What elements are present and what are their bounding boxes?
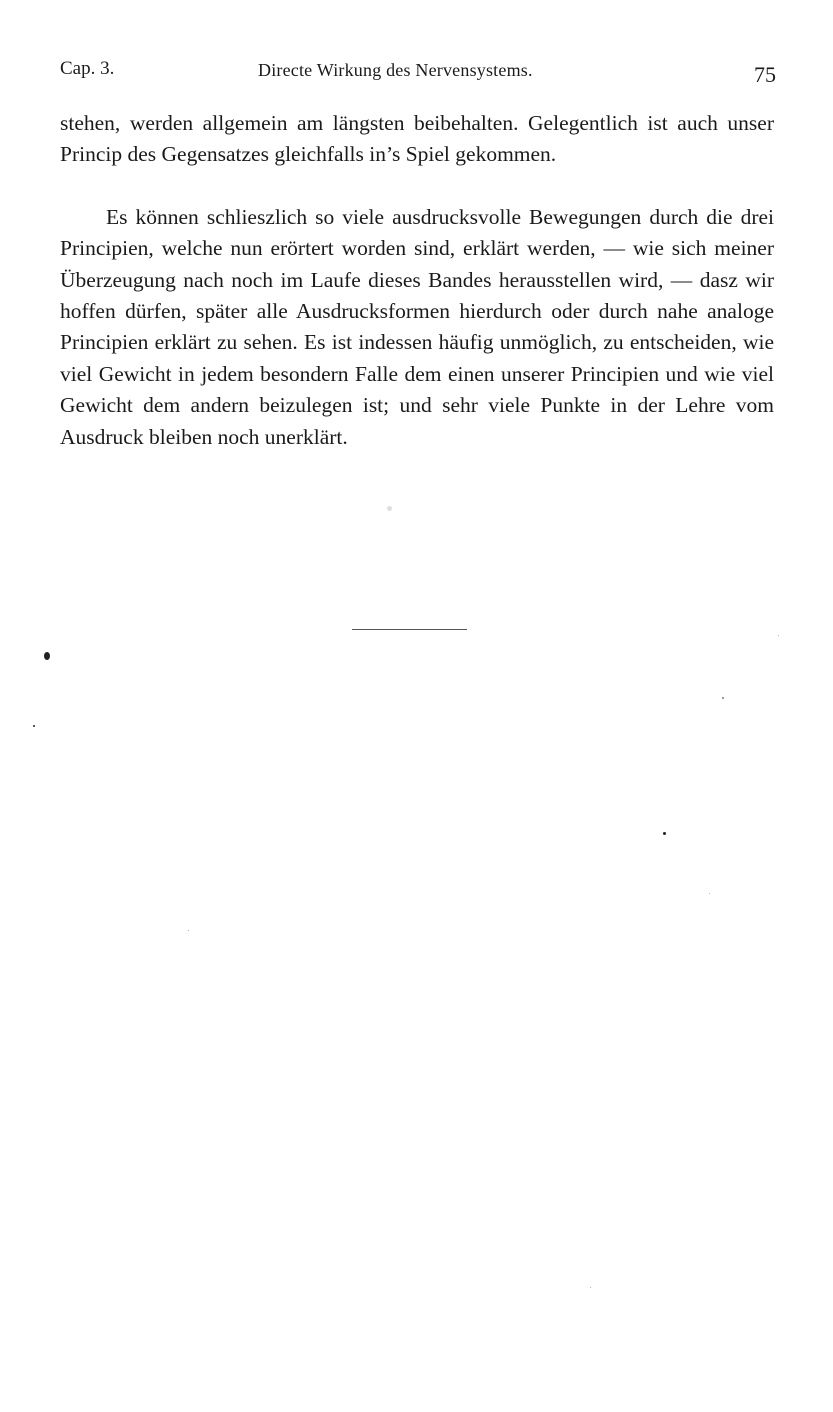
scan-speck xyxy=(778,635,779,636)
scan-speck xyxy=(709,893,710,894)
page-number: 75 xyxy=(754,62,776,87)
paragraph-continued: stehen, werden allgemein am längsten beibehalten. Gelegentlich ist auch unser Princip des Gegensatzes gleichfalls in’s Spiel gekommen. xyxy=(60,111,774,167)
paragraph-conclusion: Es können schlieszlich so viele ausdrucksvolle Bewegungen durch die drei Principien, welche nun erörtert worden sind, erklärt werden, — wie sich meiner Überzeugung nach noch im Laufe dieses Bandes herausstellen wird, — dasz wir hoffen dürfen, später alle Ausdrucksformen hierdurch oder durch nahe analoge Principien erklärt zu sehen. Es ist indessen häufig unmöglich, zu entscheiden, wie viel Gewicht in jedem besondern Falle dem einen unserer Principien und wie viel Gewicht dem andern beizulegen ist; und sehr viele Punkte in der Lehre vom Ausdruck bleiben noch unerklärt. xyxy=(60,204,774,449)
scan-speck xyxy=(44,652,50,660)
section-divider xyxy=(352,629,467,630)
chapter-label: Cap. 3. xyxy=(60,58,115,79)
scan-speck xyxy=(663,832,666,835)
scan-speck xyxy=(722,697,724,699)
scan-speck xyxy=(33,725,35,727)
scan-speck xyxy=(188,930,189,931)
scan-speck xyxy=(590,1287,591,1288)
body-text xyxy=(60,108,774,453)
scan-speck xyxy=(387,506,392,511)
running-title: Directe Wirkung des Nervensystems. xyxy=(258,60,533,80)
running-head xyxy=(60,58,778,88)
